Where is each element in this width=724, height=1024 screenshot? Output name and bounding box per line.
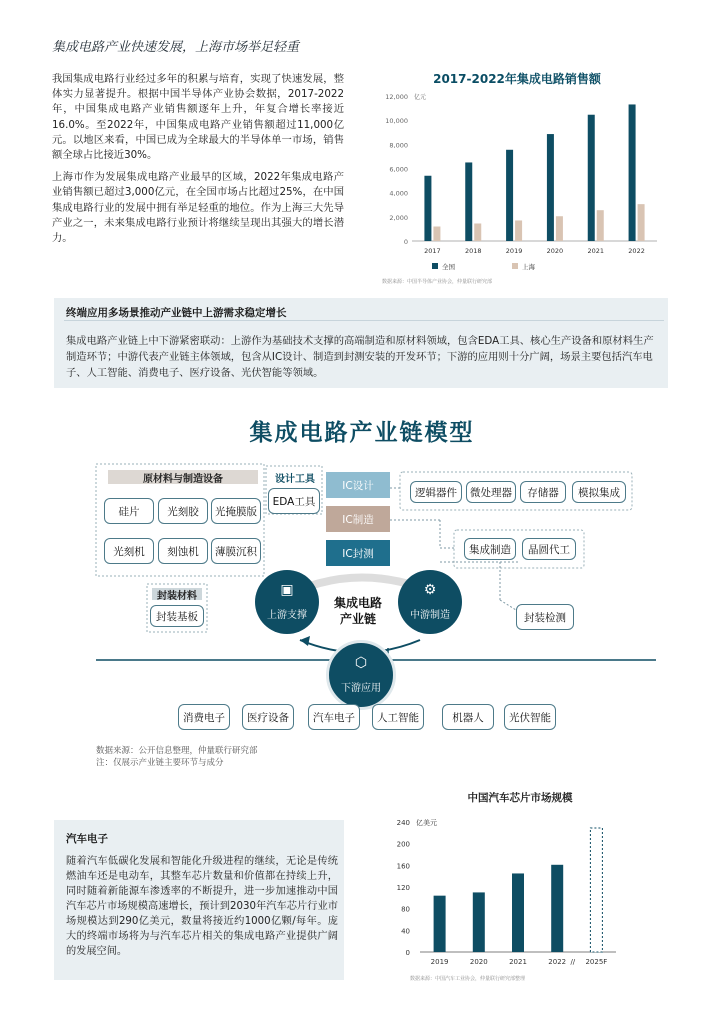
intro-text [52, 72, 344, 253]
model-source-line2: 注：仅展示产业链主要环节与成分 [96, 758, 224, 768]
auto-chip-chart-title: 中国汽车芯片市场规模 [467, 792, 573, 804]
y-tick-label: 12,000 [385, 93, 408, 101]
model-source-line1: 数据来源：公开信息整理，仲量联行研究部 [96, 746, 258, 756]
product-analog-ic: 模拟集成 [572, 481, 626, 503]
model-title: 集成电路产业链模型 [249, 420, 475, 446]
app-medical-devices: 医疗设备 [242, 704, 294, 730]
y-tick-label: 8,000 [389, 141, 408, 150]
product-logic-device: 逻辑器件 [410, 481, 462, 503]
insight-title: 终端应用多场景推动产业链中上游需求稳定增长 [66, 307, 287, 319]
equipment-lithography: 光刻机 [104, 538, 154, 564]
bar-national [629, 104, 636, 241]
chart-source: 数据来源：中国汽车工业协会，仲量联行研究部整理 [410, 976, 526, 982]
eda-tool: EDA工具 [268, 488, 320, 514]
midstream-circle [398, 570, 462, 634]
sales-chart [372, 86, 672, 286]
y-tick-label: 80 [401, 905, 410, 914]
bar [473, 892, 485, 952]
y-tick-label: 0 [403, 238, 408, 246]
material-silicon-wafer: 硅片 [104, 498, 154, 524]
model-source [96, 745, 258, 769]
automotive-title: 汽车电子 [66, 833, 108, 845]
app-photovoltaic: 光伏智能 [504, 704, 556, 730]
automotive-text: 随着汽车低碳化发展和智能化升级进程的继续，无论是传统燃油车还是电动车，其整车芯片数量和价值都在持续上升，同时随着新能源车渗透率的不断提升，进一步加速推动中国汽车芯片市场规模高速增长，预计到2030年汽车芯片行业市场规模达到290亿美元，数量将接近约1000亿颗/每年。庞大的终端市场将为与汽车芯片相关的集成电路产业提供广阔的发展空间。 [66, 856, 338, 957]
downstream-label: 下游应用 [341, 683, 381, 694]
gear-icon: ⚙ [423, 582, 437, 598]
equipment-deposition: 薄膜沉积 [211, 538, 261, 564]
package-testing: 封装检测 [516, 604, 574, 630]
upstream-circle [255, 570, 319, 634]
center-label [322, 595, 394, 627]
midstream-label: 中游制造 [410, 610, 450, 621]
bar-national [547, 134, 554, 241]
bar-shanghai [638, 204, 645, 241]
center-label-line1: 集成电路 [333, 596, 382, 610]
bar-national [424, 176, 431, 241]
y-tick-label: 40 [401, 927, 410, 936]
y-tick-label: 6,000 [389, 165, 408, 174]
y-tick-label: 160 [396, 862, 410, 871]
auto-chip-chart [394, 812, 624, 984]
ic-manufacture-block: IC制造 [326, 506, 390, 532]
x-tick-label: 2025F [585, 958, 608, 966]
app-robotics: 机器人 [442, 704, 494, 730]
bar-shanghai [433, 227, 440, 242]
center-label-line2: 产业链 [339, 612, 376, 626]
upstream-label: 上游支撑 [267, 610, 307, 621]
x-tick-label: 2022 [548, 958, 567, 966]
x-tick-label: 2019 [430, 958, 449, 966]
y-tick-label: 200 [396, 840, 410, 849]
page-title: 集成电路产业快速发展，上海市场举足轻重 [52, 40, 300, 55]
x-tick-label: 2017 [424, 247, 441, 255]
box-icon: ▣ [280, 582, 294, 598]
bar-shanghai [474, 223, 481, 241]
bar [551, 865, 563, 952]
insight-text: 集成电路产业链上中下游紧密联动：上游作为基础技术支撑的高端制造和原材料领域，包含EDA工具、核心生产设备和原材料生产制造环节；中游代表产业链主体领域，包含从IC设计、制造到封测安装的开发环节；下游的应用则十分广阔，场景主要包括汽车电子、人工智能、消费电子、医疗设备、光伏智能等领域。 [66, 335, 654, 379]
app-automotive-electronics: 汽车电子 [308, 704, 360, 730]
x-tick-label: 2019 [505, 247, 523, 255]
insight-divider [64, 320, 664, 321]
y-tick-label: 120 [396, 884, 410, 892]
x-tick-label: 2022 [628, 247, 645, 255]
intro-paragraph-2: 上海市作为发展集成电路产业最早的区域，2022年集成电路产业销售额已超过3,000亿元，在全国市场占比超过25%，在中国集成电路行业的发展中拥有举足轻重的地位。作为上海三大先导产业之一，未来集成电路行业预计将继续呈现出其强大的增长潜力。 [52, 171, 344, 245]
app-artificial-intelligence: 人工智能 [372, 704, 424, 730]
material-photomask: 光掩膜版 [211, 498, 261, 524]
chain-diagram [0, 450, 724, 745]
design-tools-header: 设计工具 [270, 470, 320, 484]
downstream-circle [326, 640, 396, 710]
product-memory: 存储器 [520, 481, 566, 503]
cube-icon: ⬡ [354, 655, 368, 671]
bar-shanghai [515, 220, 522, 241]
ic-design-block: IC设计 [326, 472, 390, 498]
legend-swatch [432, 263, 438, 269]
legend-label: 全国 [442, 263, 455, 271]
packaging-header: 封装材料 [152, 588, 202, 600]
wafer-foundry: 晶圆代工 [522, 538, 576, 560]
y-unit-label: 亿美元 [416, 819, 437, 827]
equipment-etching: 刻蚀机 [158, 538, 208, 564]
app-consumer-electronics: 消费电子 [178, 704, 230, 730]
integrated-manufacturing: 集成制造 [464, 538, 516, 560]
bar-shanghai [597, 210, 604, 241]
y-unit-label: 亿元 [414, 94, 427, 101]
packaging-substrate: 封装基板 [150, 605, 204, 627]
bar-forecast [590, 828, 602, 952]
chart-source: 数据来源：中国半导体产业协会，仲量联行研究部 [382, 279, 493, 285]
x-tick-label: 2020 [546, 247, 564, 255]
material-photoresist: 光刻胶 [158, 498, 208, 524]
legend-swatch [512, 263, 518, 269]
sales-chart-title: 2017-2022年集成电路销售额 [433, 72, 601, 86]
bar-national [506, 150, 513, 241]
x-tick-label: 2018 [464, 247, 482, 255]
y-tick-label: 10,000 [385, 117, 408, 126]
y-tick-label: 0 [405, 949, 410, 957]
x-tick-label: 2020 [469, 958, 488, 966]
materials-header: 原材料与制造设备 [108, 470, 258, 484]
legend-label: 上海 [522, 263, 535, 271]
bar [512, 873, 524, 952]
intro-paragraph-1: 我国集成电路行业经过多年的积累与培育，实现了快速发展，整体实力显著提升。根据中国半导体产业协会数据，2017-2022年，中国集成电路产业销售额逐年上升，年复合增长率接近16.0%。至2022年，中国集成电路产业销售额超过11,000亿元。以地区来看，中国已成为全球最大的半导体单一市场，销售额全球占比接近30%。 [52, 73, 344, 162]
x-tick-label: 2021 [509, 958, 527, 966]
y-tick-label: 2,000 [389, 213, 408, 222]
product-microprocessor: 微处理器 [466, 481, 516, 503]
bar-shanghai [556, 216, 563, 241]
bar-national [465, 162, 472, 241]
y-tick-label: 240 [396, 819, 410, 827]
bar-national [588, 115, 595, 241]
ic-test-block: IC封测 [326, 540, 390, 566]
x-tick-label: 2021 [587, 247, 605, 255]
y-tick-label: 4,000 [389, 189, 408, 198]
axis-break-mark: // [570, 958, 576, 966]
bar [434, 896, 446, 952]
